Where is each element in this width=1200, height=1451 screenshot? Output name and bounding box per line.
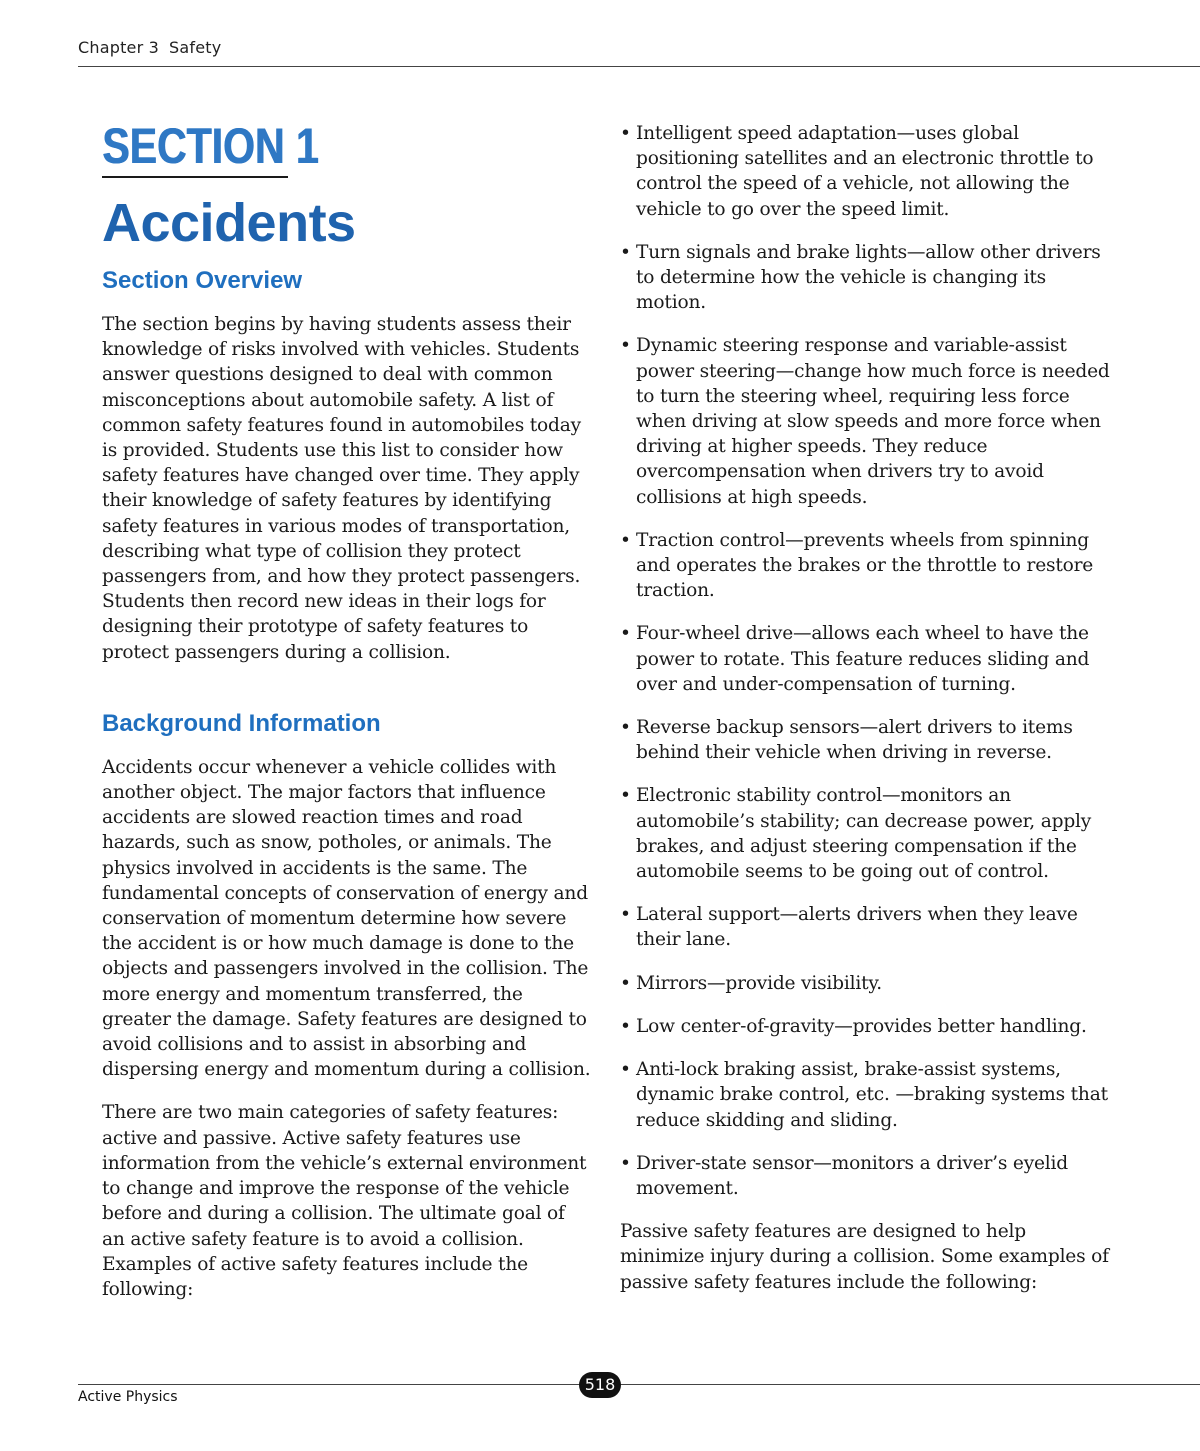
chapter-label: Chapter 3 bbox=[78, 38, 160, 57]
left-column bbox=[102, 118, 592, 1302]
list-item: • Reverse backup sensors—alert drivers to items behind their vehicle when driving in reverse. bbox=[620, 717, 1073, 764]
passive-intro-paragraph: Passive safety features are designed to help minimize injury during a collision. Some examples of passive safety features include the following: bbox=[620, 1221, 1109, 1293]
list-item: • Turn signals and brake lights—allow other drivers to determine how the vehicle is changing its motion. bbox=[620, 241, 1101, 314]
list-item: • Traction control—prevents wheels from spinning and operates the brakes or the throttle to restore traction. bbox=[620, 529, 1094, 602]
bullet-icon: • bbox=[620, 972, 631, 994]
right-column bbox=[620, 121, 1110, 1295]
section-title: Accidents bbox=[102, 193, 356, 253]
section-label: SECTION 1 bbox=[102, 118, 319, 174]
active-features-list bbox=[620, 121, 1110, 1201]
running-head bbox=[78, 38, 221, 57]
list-item: • Driver-state sensor—monitors a driver’s eyelid movement. bbox=[620, 1152, 1069, 1199]
bullet-icon: • bbox=[620, 785, 631, 807]
bullet-icon: • bbox=[620, 1152, 631, 1174]
list-item: • Lateral support—alerts drivers when they leave their lane. bbox=[620, 904, 1078, 951]
header-rule bbox=[78, 66, 1200, 67]
bullet-icon: • bbox=[620, 529, 631, 551]
background-paragraph-2: There are two main categories of safety features: active and passive. Active safety features use information from the vehicle’s external environment to change and improve the response of the vehicle before and during a collision. The ultimate goal of an active safety feature is to avoid a collision. Examples of active safety features include the following: bbox=[102, 1102, 587, 1300]
bullet-icon: • bbox=[620, 123, 631, 144]
background-heading: Background Information bbox=[102, 709, 381, 737]
list-item: • Mirrors—provide visibility. bbox=[620, 971, 1110, 996]
bullet-icon: • bbox=[620, 241, 631, 263]
overview-heading: Section Overview bbox=[102, 267, 303, 294]
bullet-icon: • bbox=[620, 623, 631, 645]
page-number: 518 bbox=[579, 1372, 621, 1398]
list-item: • Electronic stability control—monitors an automobile’s stability; can decrease power, apply brakes, and adjust steering compensation if the automobile seems to be going out of control. bbox=[620, 785, 1092, 883]
bullet-icon: • bbox=[620, 717, 631, 739]
bullet-icon: • bbox=[620, 904, 631, 926]
book-title: Active Physics bbox=[78, 1389, 178, 1405]
list-item: • Anti-lock braking assist, brake-assist systems, dynamic brake control, etc. —braking systems that reduce skidding and sliding. bbox=[620, 1059, 1108, 1131]
section-rule bbox=[102, 176, 288, 178]
chapter-topic: Safety bbox=[169, 38, 222, 57]
footer-rule bbox=[78, 1384, 1200, 1385]
list-item: • Dynamic steering response and variable-assist power steering—change how much force is needed to turn the steering wheel, requiring less force when driving at slow speeds and more force when driving at higher speeds. They reduce overcompensation when drivers try to avoid collisions at high speeds. bbox=[620, 335, 1110, 508]
list-item: • Intelligent speed adaptation—uses global positioning satellites and an electronic throttle to control the speed of a vehicle, not allowing the vehicle to go over the speed limit. bbox=[620, 123, 1094, 220]
overview-paragraph: The section begins by having students assess their knowledge of risks involved with vehicles. Students answer questions designed to deal with common misconceptions about automobile safety. A list of common safety features found in automobiles today is provided. Students use this list to consider how safety features have changed over time. They apply their knowledge of safety features by identifying safety features in various modes of transportation, describing what type of collision they protect passengers from, and how they protect passengers. Students then record new ideas in their logs for designing their prototype of safety features to protect passengers during a collision. bbox=[102, 314, 581, 663]
bullet-icon: • bbox=[620, 1015, 631, 1037]
bullet-icon: • bbox=[620, 335, 631, 357]
list-item: • Low center-of-gravity—provides better handling. bbox=[620, 1014, 1110, 1039]
list-item: • Four-wheel drive—allows each wheel to have the power to rotate. This feature reduces sliding and over and under-compensation of turning. bbox=[620, 623, 1090, 695]
background-paragraph-1: Accidents occur whenever a vehicle collides with another object. The major factors that influence accidents are slowed reaction times and road hazards, such as snow, potholes, or animals. The physics involved in accidents is the same. The fundamental concepts of conservation of energy and conservation of momentum determine how severe the accident is or how much damage is done to the objects and passengers involved in the collision. The more energy and momentum transferred, the greater the damage. Safety features are designed to avoid collisions and to assist in absorbing and dispersing energy and momentum during a collision. bbox=[102, 756, 591, 1081]
bullet-icon: • bbox=[620, 1059, 631, 1081]
